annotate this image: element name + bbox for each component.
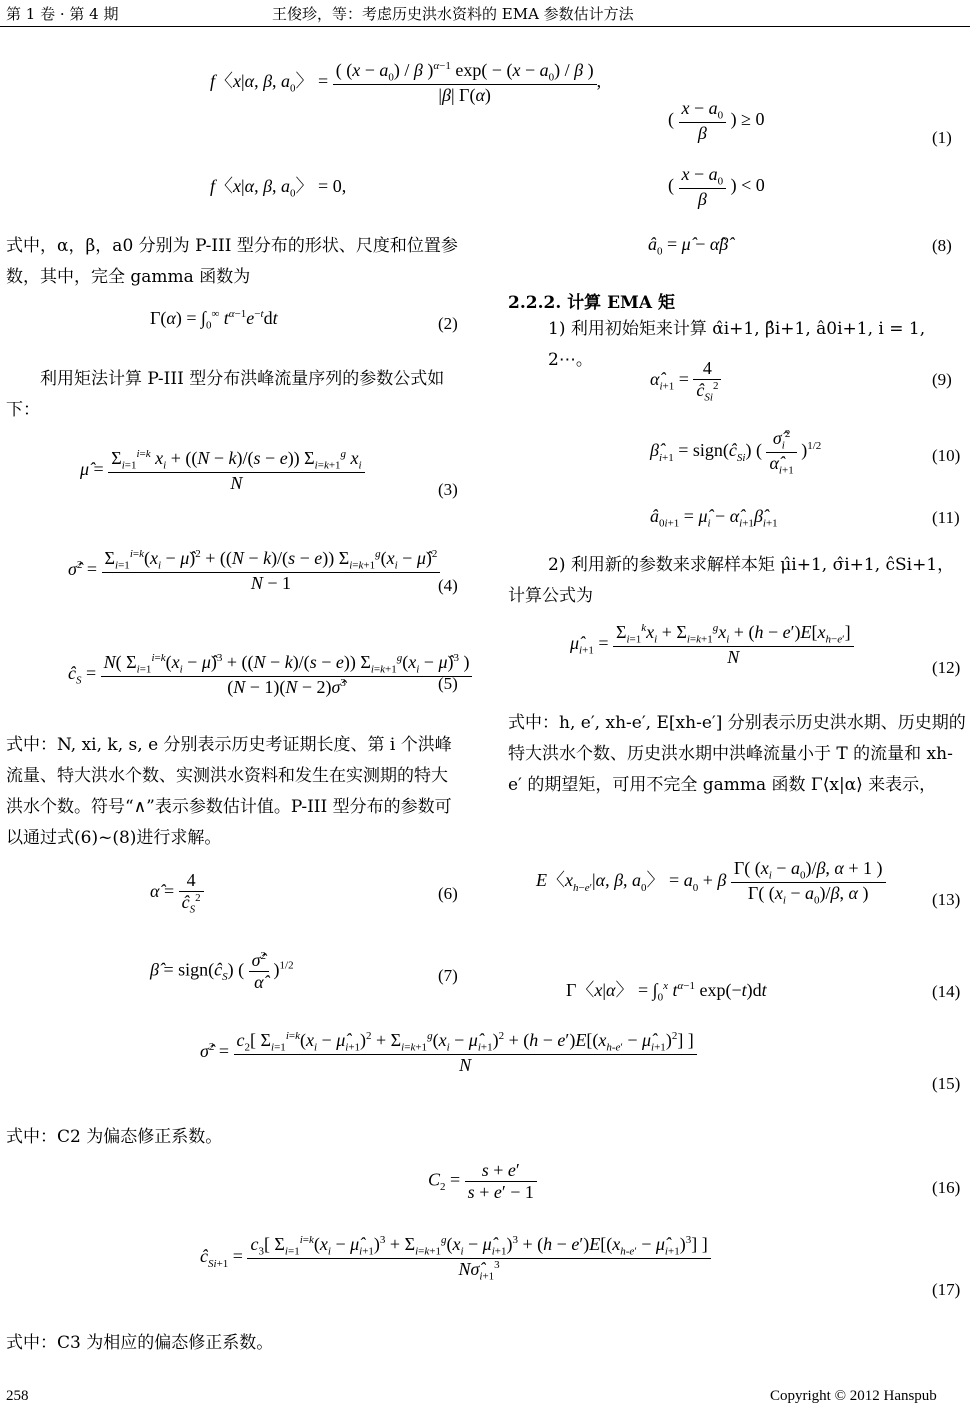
equation-number-11: (11) xyxy=(932,508,960,527)
page-number: 258 xyxy=(6,1388,29,1404)
copyright: Copyright © 2012 Hanspub xyxy=(770,1388,937,1404)
paragraph-c2: 式中：C2 为偏态修正系数。 xyxy=(6,1127,223,1147)
running-header xyxy=(0,0,970,27)
equation-17: $ĉ_{Si+1}$ = $c_3$[ $\Sigma_{i=1}^{i=k}(x_i$ − $\mû_{i+1})^3 + \Sigma_{i=k+1}^g(x_i$ − $\mû_{i+1})^3 + (h - e')E[(x_{h-e'}$ − $\mû_{i+1})^3$] ] $N\sigmâ_{i+1}^3$ xyxy=(200,1234,711,1282)
journal-issue: 第 1 卷 · 第 4 期 xyxy=(6,5,119,23)
equation-number-8: (8) xyxy=(932,236,952,255)
section-heading: 2.2.2. 计算 EMA 矩 xyxy=(508,293,675,313)
equation-15: σ̂$^2$ = $c_2$[ $\Sigma_{i=1}^{i=k}(x_i$ − $\mû_{i+1})^2 + \Sigma_{i=k+1}^g(x_i$ − $\mû_{i+1})^2 + (h - e')E[(x_{h-e'}$ − $\mû_{i+1})^2$] ] N xyxy=(200,1030,697,1076)
equation-number-1: (1) xyxy=(932,128,952,147)
equation-number-15: (15) xyxy=(932,1074,961,1093)
equation-number-10: (10) xyxy=(932,446,961,465)
equation-number-2: (2) xyxy=(438,314,458,333)
equation-number-17: (17) xyxy=(932,1280,961,1299)
equation-10: $\betâ_{i+1}$ = $sign(ĉ_{Si})$ ( $\frac{\sigmâ_i^2}{\alphâ_{i+1}}$ )$^{1/2}$ xyxy=(650,428,822,477)
equation-number-9: (9) xyxy=(932,370,952,389)
equation-1-cond-2: ( $\frac{x - a_0}{\beta}$ ) < 0 xyxy=(668,164,765,209)
equation-number-16: (16) xyxy=(932,1178,961,1197)
equation-7: β̂ = $sign(ĉ_S)$ ( $\frac{\sigmâ^2}{\alphâ}$ )$^{1/2}$ xyxy=(150,950,294,992)
equation-number-5: (5) xyxy=(438,674,458,693)
equation-4: σ̂$^2$ = $\frac{\Sigma_{i=1}^{i=k}(x_i - \mû)^2 + ((N - k)/(s - e)) \Sigma_{i=k+1}^g(x_i - \mû)^2}{N - 1}$ xyxy=(68,548,440,594)
equation-12: $\mû_{i+1}$ = $\frac{\Sigma_{i=1}^kx_i + \Sigma_{i=k+1}^gx_i + (h - e')E[x_{h-e'}]}{N}$ xyxy=(570,622,854,668)
article-title: 王俊珍，等：考虑历史洪水资料的 EMA 参数估计方法 xyxy=(272,5,634,23)
paragraph-c3: 式中：C3 为相应的偏态修正系数。 xyxy=(6,1333,274,1353)
paragraph-where-1: 式中：N, xi, k, s, e 分别表示历史考证期长度、第 i 个洪峰流量、特大洪水个数、实测洪水资料和发生在实测期的特大洪水个数。符号“∧”表示参数估计值。P-III 型分布的参数可以通过式(6)~(8)进行求解。 xyxy=(6,735,452,848)
equation-number-3: (3) xyxy=(438,480,458,499)
paragraph-params: 式中，α，β，a0 分别为 P-III 型分布的形状、尺度和位置参数，其中，完全 gamma 函数为 xyxy=(6,236,458,287)
equation-5: $ĉ_S$ = $\frac{N( \Sigma_{i=1}^{i=k}(x_i - \mû)^3 + ((N - k)/(s - e)) \Sigma_{i=k+1}^g(x_i - \mû)^3 )}{(N - 1)(N - 2)\sigmâ^3}$ xyxy=(68,652,472,698)
equation-number-7: (7) xyxy=(438,966,458,985)
equation-9: $\alphâ_{i+1}$ = $\frac{4}{ĉ_{Si}^2}$ xyxy=(650,358,721,404)
equation-1-cond-1: ( $\frac{x - a_0}{\beta}$ ) ≥ 0 xyxy=(668,98,765,143)
paragraph-where-2: 式中：h, e′, xh-e′, E[xh-e′] 分别表示历史洪水期、历史期的特大洪水个数、历史洪水期中洪峰流量小于 T 的流量和 xh-e′ 的期望矩，可用不完全 gamma 函数 Γ⟨x|α⟩ 来表示， xyxy=(508,713,966,795)
equation-number-4: (4) xyxy=(438,576,458,595)
equation-13: E〈$x_{h-e'}|\alpha$, β, $a_0$〉 = $a_0 + \beta$ $\frac{\Gamma( (x_i - a_0)/\beta, \alpha + 1 )}{\Gamma( (x_i - a_0)/\beta, \alpha )}$ xyxy=(536,858,886,906)
equation-2: $\Gamma(\alpha) = \int_0^\infty$ $t^{\alpha-1}e^{-t}dt$ xyxy=(150,308,278,332)
step-2: 2) 利用新的参数来求解样本矩 μ̂i+1, σ̂i+1, ĉSi+1，计算公式为 xyxy=(508,555,955,606)
step-1: 1) 利用初始矩来计算 α̂i+1, β̂i+1, â0i+1, i = 1, 2⋯。 xyxy=(548,319,926,370)
equation-14: Γ〈x|α〉 = $\int_0^x$ $t^{\alpha-1}$ exp(−t)dt xyxy=(566,980,767,1004)
paragraph-moment: 利用矩法计算 P-III 型分布洪峰流量序列的参数公式如下： xyxy=(6,369,445,420)
equation-16: $C_2$ = $\frac{s + e'}{s + e' - 1}$ xyxy=(428,1160,537,1203)
equation-11: $â_{0i+1}$ = $\mû_i$ − $\alphâ_{i+1}\betâ_{i+1}$ xyxy=(650,506,778,530)
equation-6: α̂ = $\frac{4}{ĉ_S^2}$ xyxy=(150,870,204,916)
equation-1-line-1: f〈x|α, β, $a_0$〉 = $\frac{( (x - a_0) / \beta )^{\alpha-1} \exp( - (x - a_0) / \beta )}{|\beta| \Gamma(\alpha)}$ , xyxy=(210,60,602,105)
equation-number-12: (12) xyxy=(932,658,961,677)
equation-3: μ̂ = $\frac{\Sigma_{i=1}^{i=k} x_i + ((N - k)/(s - e)) \Sigma_{i=k+1}^g x_i}{N}$ xyxy=(80,448,365,494)
equation-1-line-2: f〈x|α, β, $a_0$〉 = 0, xyxy=(210,176,347,200)
equation-number-13: (13) xyxy=(932,890,961,909)
equation-8: $â_0$ = μ̂ − α̂β̂ xyxy=(648,234,729,258)
equation-number-14: (14) xyxy=(932,982,961,1001)
equation-number-6: (6) xyxy=(438,884,458,903)
